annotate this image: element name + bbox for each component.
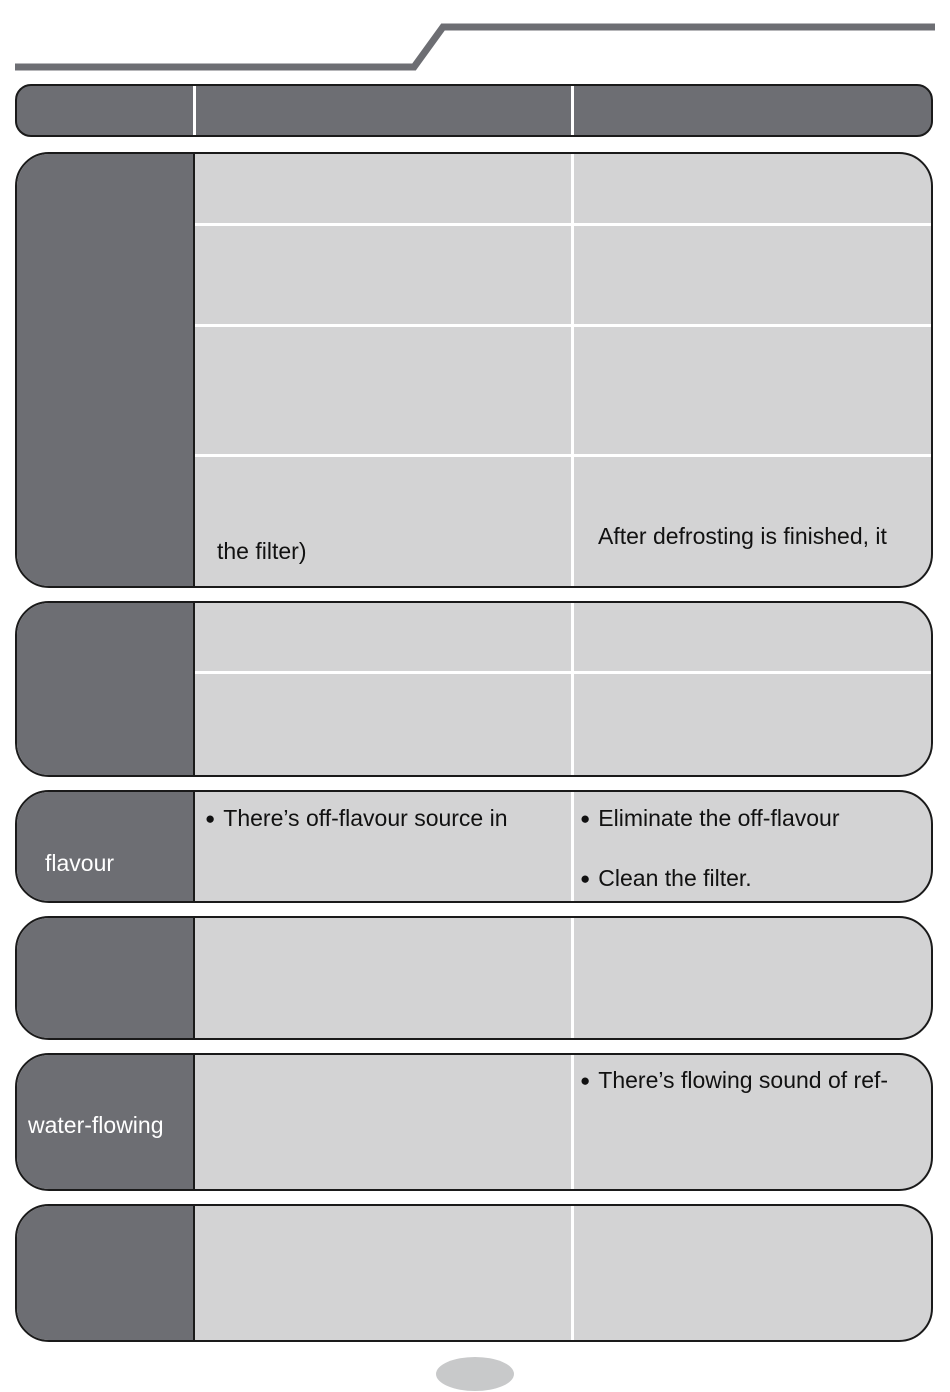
- header-decoration: [0, 0, 950, 80]
- table-header-bar: [15, 84, 933, 137]
- page-number-oval: [436, 1357, 514, 1391]
- solution-text: ● There’s flowing sound of ref-: [580, 1067, 889, 1093]
- group-label-cell: [17, 918, 193, 1038]
- troubleshoot-group-2: [15, 601, 933, 777]
- column-separator: [571, 603, 574, 775]
- group-label-cell: [17, 792, 193, 901]
- row-separator: [195, 223, 931, 226]
- group-label-cell: [17, 154, 193, 586]
- solution-text: ● Eliminate the off-flavour: [580, 805, 840, 831]
- header-separator: [193, 86, 196, 135]
- column-separator: [571, 1206, 574, 1340]
- troubleshoot-group-4: [15, 916, 933, 1040]
- group-label-cell: [17, 1206, 193, 1340]
- troubleshoot-group-1: [15, 152, 933, 588]
- column-separator: [571, 1055, 574, 1189]
- row-separator: [195, 671, 931, 674]
- row-separator: [195, 324, 931, 327]
- bullet-icon: ●: [580, 869, 591, 888]
- troubleshoot-group-6: [15, 1204, 933, 1342]
- row-separator: [195, 454, 931, 457]
- group-label: flavour: [45, 850, 115, 876]
- cause-text: ● There’s off-flavour source in: [205, 805, 508, 831]
- bullet-icon: ●: [580, 1071, 591, 1090]
- troubleshoot-group-3: [15, 790, 933, 903]
- bullet-icon: ●: [205, 809, 216, 828]
- group-label: water-flowing: [28, 1112, 164, 1138]
- cause-text: the filter): [217, 538, 307, 564]
- column-separator: [571, 792, 574, 901]
- troubleshoot-group-5: [15, 1053, 933, 1191]
- column-separator: [571, 918, 574, 1038]
- header-separator: [571, 86, 574, 135]
- solution-text: ● Clean the filter.: [580, 865, 752, 891]
- group-label-cell: [17, 603, 193, 775]
- solution-text: After defrosting is finished, it: [598, 523, 887, 549]
- bullet-icon: ●: [580, 809, 591, 828]
- column-separator: [571, 154, 574, 586]
